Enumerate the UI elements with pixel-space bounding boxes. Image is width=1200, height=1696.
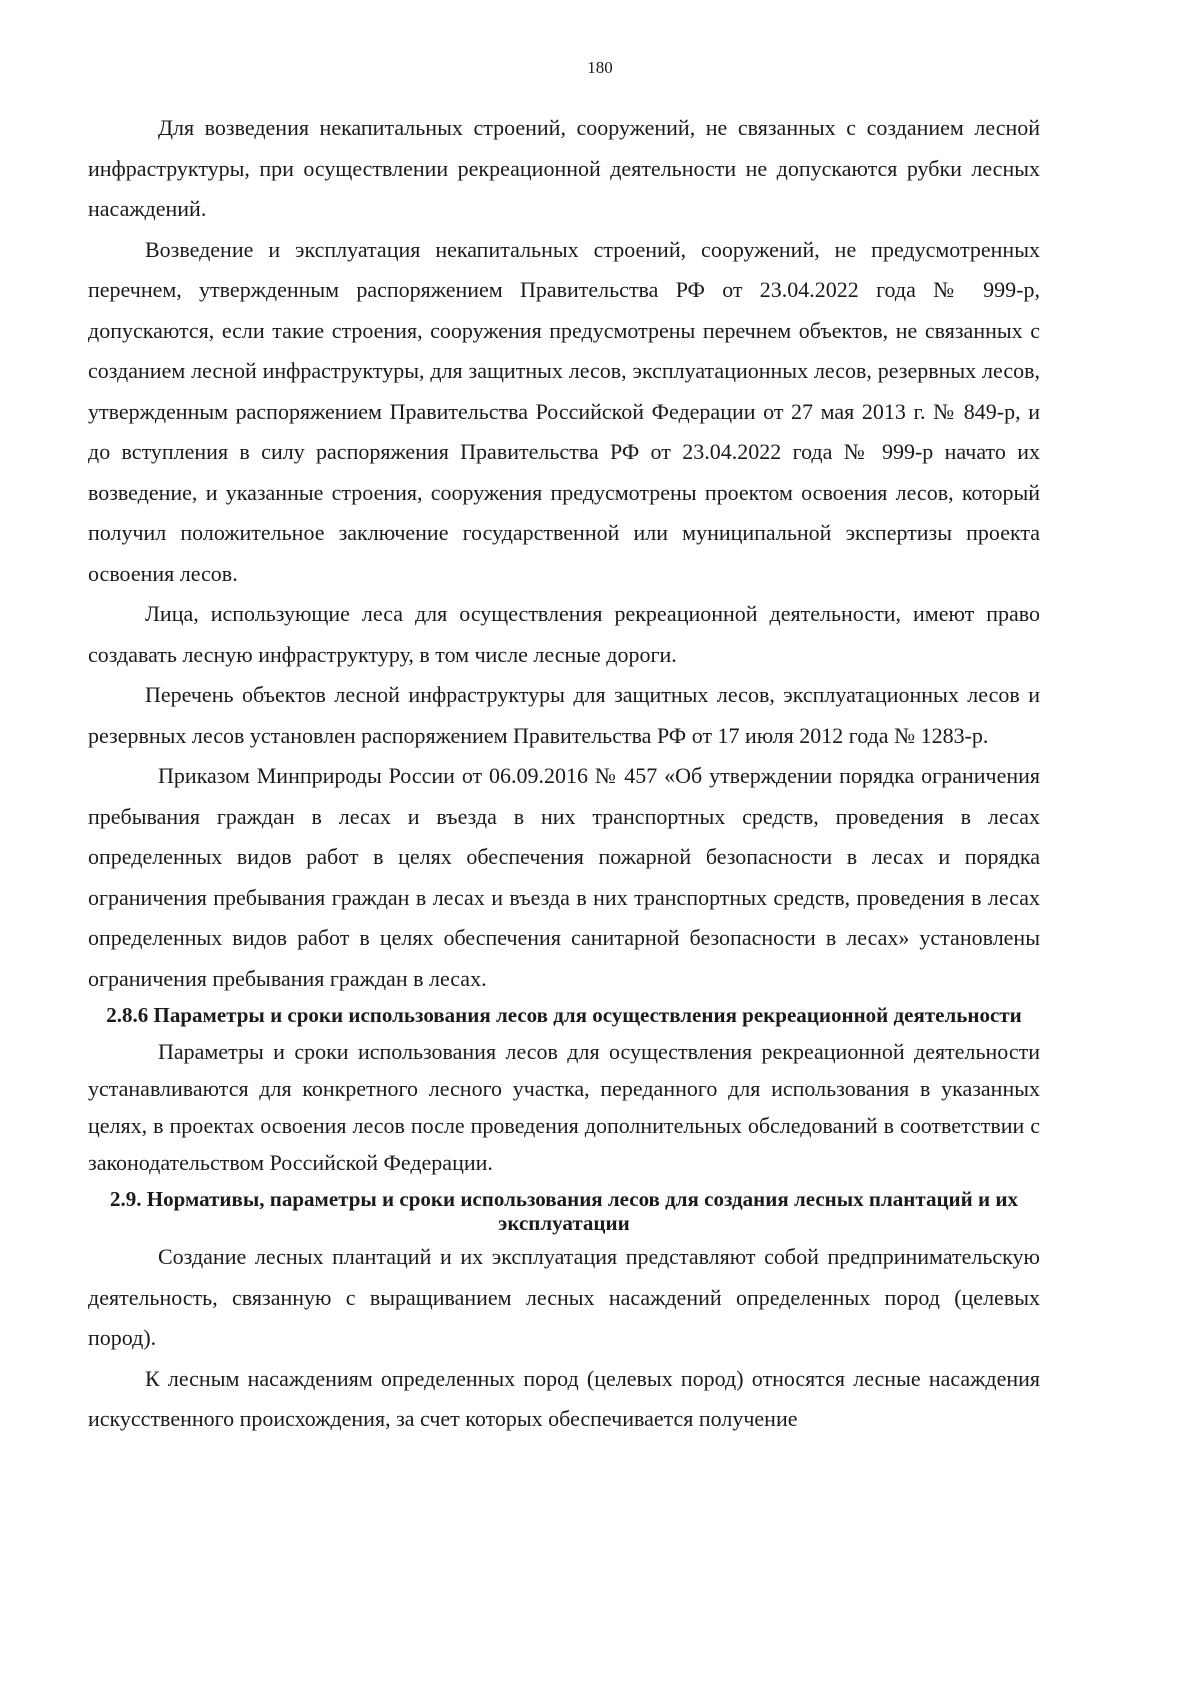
paragraph-target-species: К лесным насаждениям определенных пород (целевых пород) относятся лесные насаждения искусственного происхождения, за счет которых обеспечивается получение (88, 1365, 1040, 1431)
paragraph-infrastructure-list: Перечень объектов лесной инфраструктуры для защитных лесов, эксплуатационных лесов и резервных лесов установлен распоряжением Правительства РФ от 17 июля 2012 года № 1283-р. (88, 682, 1040, 748)
page-number: 180 (587, 58, 613, 77)
paragraph-ministry-order: Приказом Минприроды России от 06.09.2016 № 457 «Об утверждении порядка ограничения пребывания граждан в лесах и въезда в них транспортных средств, проведения в лесах определенных видов работ в целях обеспечения пожарной безопасности в лесах и порядка ограничения пребывания граждан в лесах и въезда в них транспортных средств, проведения в лесах определенных видов работ в целях обеспечения санитарной безопасности в лесах» установлены ограничения пребывания граждан в лесах. (88, 763, 1040, 991)
section-heading-2-9: 2.9. Нормативы, параметры и сроки использования лесов для создания лесных плантаций и их эксплуатации (110, 1187, 1018, 1235)
section-heading-2-8-6: 2.8.6 Параметры и сроки использования лесов для осуществления рекреационной деятельности (106, 1003, 1022, 1027)
paragraph-recreation-parameters: Параметры и сроки использования лесов для осуществления рекреационной деятельности устанавливаются для конкретного лесного участка, переданного для использования в указанных целях, в проектах освоения лесов после проведения дополнительных обследований в соответствии с законодательством Российской Федерации. (88, 1039, 1040, 1175)
paragraph-noncapital-structures: Для возведения некапитальных строений, сооружений, не связанных с созданием лесной инфраструктуры, при осуществлении рекреационной деятельности не допускаются рубки лесных насаждений. (88, 115, 1040, 221)
paragraph-plantations-business: Создание лесных плантаций и их эксплуатация представляют собой предпринимательскую деятельность, связанную с выращиванием лесных насаждений определенных пород (целевых пород). (88, 1244, 1040, 1350)
paragraph-construction-exploitation: Возведение и эксплуатация некапитальных строений, сооружений, не предусмотренных перечнем, утвержденным распоряжением Правительства РФ от 23.04.2022 года № 999-р, допускаются, если такие строения, сооружения предусмотрены перечнем объектов, не связанных с созданием лесной инфраструктуры, для защитных лесов, эксплуатационных лесов, резервных лесов, утвержденным распоряжением Правительства Российской Федерации от 27 мая 2013 г. № 849-р, и до вступления в силу распоряжения Правительства РФ от 23.04.2022 года № 999-р начато их возведение, и указанные строения, сооружения предусмотрены проектом освоения лесов, который получил положительное заключение государственной или муниципальной экспертизы проекта освоения лесов. (88, 236, 1040, 586)
paragraph-forest-infrastructure-right: Лица, использующие леса для осуществления рекреационной деятельности, имеют право создавать лесную инфраструктуру, в том числе лесные дороги. (88, 601, 1040, 667)
document-body (88, 108, 1040, 1440)
